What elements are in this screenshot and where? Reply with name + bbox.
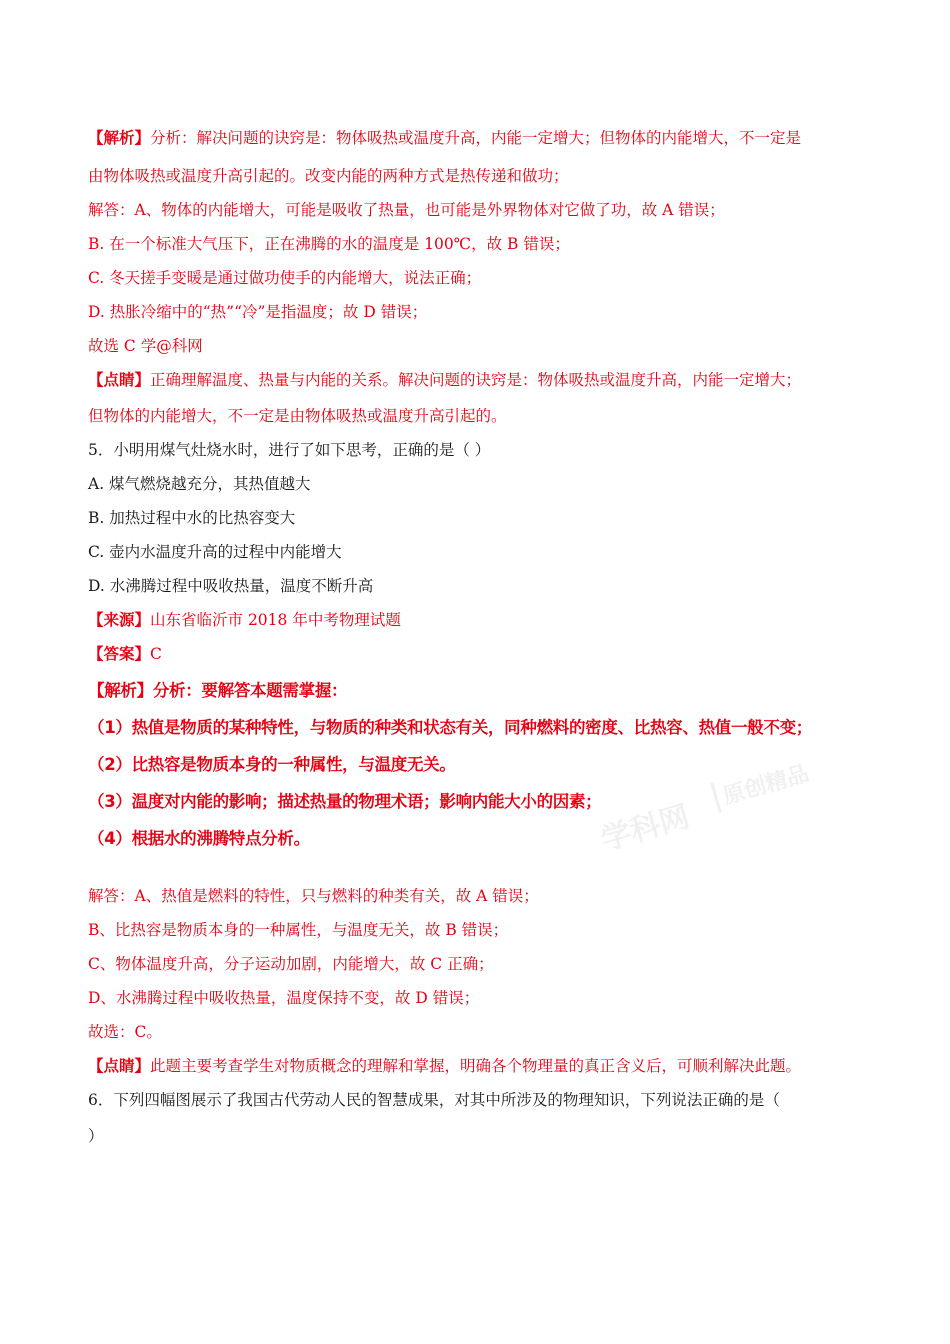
q5-solution-b: B、比热容是物质本身的一种属性，与温度无关，故 B 错误； (88, 921, 509, 939)
q5-answer-text: C (150, 645, 162, 663)
q5-point-1: （1）热值是物质的某种特性，与物质的种类和状态有关，同种燃料的密度、比热容、热值一般不变； (88, 718, 812, 737)
q5-option-a: A. 煤气燃烧越充分，其热值越大 (88, 475, 311, 493)
q5-analysis-tag: 【解析】 (88, 681, 153, 700)
q5-source-tag: 【来源】 (88, 610, 151, 629)
q4-answer-c: C. 冬天搓手变暖是通过做功使手的内能增大，说法正确； (88, 269, 482, 287)
q5-analysis-intro: 分析：要解答本题需掌握： (152, 681, 348, 700)
watermark-logo (595, 750, 845, 883)
q6-stem-line1: 6．下列四幅图展示了我国古代劳动人民的智慧成果，对其中所涉及的物理知识，下列说法正确的是（ (88, 1091, 780, 1109)
q5-option-c: C. 壶内水温度升高的过程中内能增大 (88, 543, 342, 561)
q4-comment-line1 (88, 370, 801, 390)
q5-option-b: B. 加热过程中水的比热容变大 (88, 509, 296, 527)
q5-solution-d: D、水沸腾过程中吸收热量，温度保持不变，故 D 错误； (88, 989, 480, 1007)
q5-comment (88, 1056, 801, 1076)
q4-answer-d: D. 热胀冷缩中的“热”“冷”是指温度；故 D 错误； (88, 303, 428, 321)
q6-stem-line2: ） (88, 1127, 104, 1145)
q5-analysis-header (88, 681, 347, 701)
q5-source (88, 610, 401, 630)
q5-choose: 故选：C。 (88, 1023, 162, 1041)
q5-comment-text: 此题主要考查学生对物质概念的理解和掌握，明确各个物理量的真正含义后，可顺利解决此题。 (150, 1057, 802, 1075)
q4-comment-text1: 正确理解温度、热量与内能的关系。解决问题的诀窍是：物体吸热或温度升高，内能一定增大； (150, 371, 802, 389)
q5-stem: 5．小明用煤气灶烧水时，进行了如下思考，正确的是（ ） (88, 441, 491, 459)
q4-analysis-line2: 由物体吸热或温度升高引起的。改变内能的两种方式是热传递和做功； (88, 167, 569, 185)
q4-comment-tag: 【点睛】 (88, 370, 151, 389)
q4-answer-a: 解答：A、物体的内能增大，可能是吸收了热量，也可能是外界物体对它做了功，故 A 错误； (88, 201, 725, 219)
q4-analysis-text1: 分析：解决问题的诀窍是：物体吸热或温度升高，内能一定增大；但物体的内能增大，不一定是 (150, 129, 802, 147)
q5-solution-a: 解答：A、热值是燃料的特性，只与燃料的种类有关，故 A 错误； (88, 887, 539, 905)
q4-analysis-tag: 【解析】 (88, 128, 151, 147)
q5-point-4: （4）根据水的沸腾特点分析。 (88, 829, 310, 848)
q5-option-d: D. 水沸腾过程中吸收热量，温度不断升高 (88, 577, 374, 595)
q5-point-2: （2）比热容是物质本身的一种属性，与温度无关。 (88, 755, 456, 774)
watermark-sub: 原创精品 (710, 757, 812, 814)
watermark-main: 学科网 (597, 799, 694, 858)
q5-answer (88, 644, 162, 664)
q5-answer-tag: 【答案】 (88, 644, 151, 663)
q4-answer-b: B. 在一个标准大气压下，正在沸腾的水的温度是 100℃，故 B 错误； (88, 235, 570, 253)
q5-source-text: 山东省临沂市 2018 年中考物理试题 (150, 611, 401, 629)
q4-choose: 故选 C 学@科网 (88, 337, 203, 355)
q5-comment-tag: 【点睛】 (88, 1056, 151, 1075)
q5-solution-c: C、物体温度升高，分子运动加剧，内能增大，故 C 正确； (88, 955, 494, 973)
q4-comment-line2: 但物体的内能增大，不一定是由物体吸热或温度升高引起的。 (88, 407, 507, 425)
q4-analysis-line1 (88, 128, 801, 148)
q5-point-3: （3）温度对内能的影响；描述热量的物理术语；影响内能大小的因素； (88, 792, 602, 811)
